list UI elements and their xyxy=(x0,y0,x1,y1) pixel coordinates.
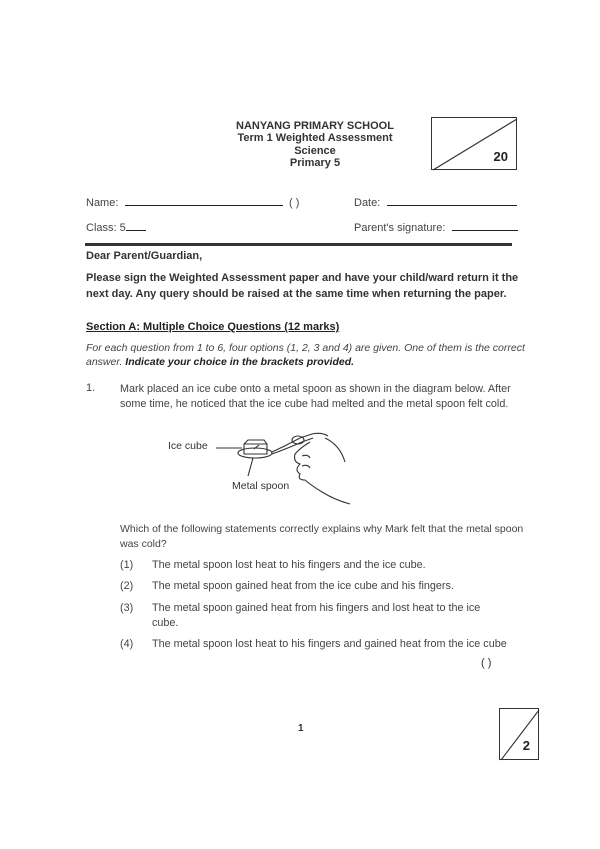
question-prompt: Which of the following statements correctly explains why Mark felt that the metal spoon was cold? xyxy=(120,523,524,550)
question-number: 1. xyxy=(86,382,96,394)
class-input-line[interactable] xyxy=(126,230,146,231)
option-number: (1) xyxy=(120,559,134,571)
section-title: Section A: Multiple Choice Questions (12 marks) xyxy=(86,321,340,333)
instruction-text: For each question from 1 to 6, four options (1, 2, 3 and 4) are given. One of them is the correct answer. xyxy=(86,342,525,368)
signature-input-line[interactable] xyxy=(452,230,518,231)
page-number: 1 xyxy=(298,723,304,734)
page-marks: 2 xyxy=(522,738,530,753)
date-field xyxy=(354,197,517,209)
option-text: The metal spoon gained heat from the ice cube and his fingers. xyxy=(152,580,454,592)
assessment-title: Term 1 Weighted Assessment xyxy=(237,132,393,144)
answer-brackets[interactable]: ( ) xyxy=(481,657,492,669)
name-input-line[interactable] xyxy=(125,205,283,206)
parent-notice: Please sign the Weighted Assessment paper and have your child/ward return it the next day. Any query should be raised at the same time when returning the paper. xyxy=(86,272,519,300)
page-marks-box xyxy=(499,708,539,760)
option-number: (2) xyxy=(120,580,134,592)
total-score-box xyxy=(431,117,517,170)
date-label: Date: xyxy=(354,197,381,209)
school-name: NANYANG PRIMARY SCHOOL xyxy=(236,120,394,132)
date-input-line[interactable] xyxy=(387,205,517,206)
section-instructions xyxy=(86,341,531,369)
ice-spoon-diagram xyxy=(150,420,370,510)
metal-spoon-label: Metal spoon xyxy=(232,480,290,492)
name-field xyxy=(86,197,283,209)
total-marks: 20 xyxy=(493,149,508,164)
salutation: Dear Parent/Guardian, xyxy=(86,250,203,262)
question-text: Mark placed an ice cube onto a metal spoon as shown in the diagram below. After some time, he noticed that the ice cube had melted and the metal spoon felt cold. xyxy=(120,383,511,410)
option-number: (4) xyxy=(120,638,134,650)
marks-diagonal xyxy=(500,709,540,761)
signature-field xyxy=(354,222,518,234)
index-brackets: ( ) xyxy=(289,197,300,209)
header-divider xyxy=(85,243,512,246)
instruction-emphasis: Indicate your choice in the brackets provided. xyxy=(125,356,355,368)
class-label: Class: 5 xyxy=(86,222,126,234)
class-field xyxy=(86,222,146,234)
ice-cube-label: Ice cube xyxy=(168,440,208,452)
spoon-hand-drawing xyxy=(150,420,370,510)
option-text: The metal spoon lost heat to his fingers and gained heat from the ice cube xyxy=(152,638,507,650)
signature-label: Parent's signature: xyxy=(354,222,446,234)
option-text: The metal spoon gained heat from his fingers and lost heat to the ice cube. xyxy=(152,602,481,629)
option-number: (3) xyxy=(120,602,134,614)
option-text: The metal spoon lost heat to his fingers and the ice cube. xyxy=(152,559,426,571)
level-title: Primary 5 xyxy=(289,157,341,169)
subject-title: Science xyxy=(294,145,336,157)
name-label: Name: xyxy=(86,197,119,209)
